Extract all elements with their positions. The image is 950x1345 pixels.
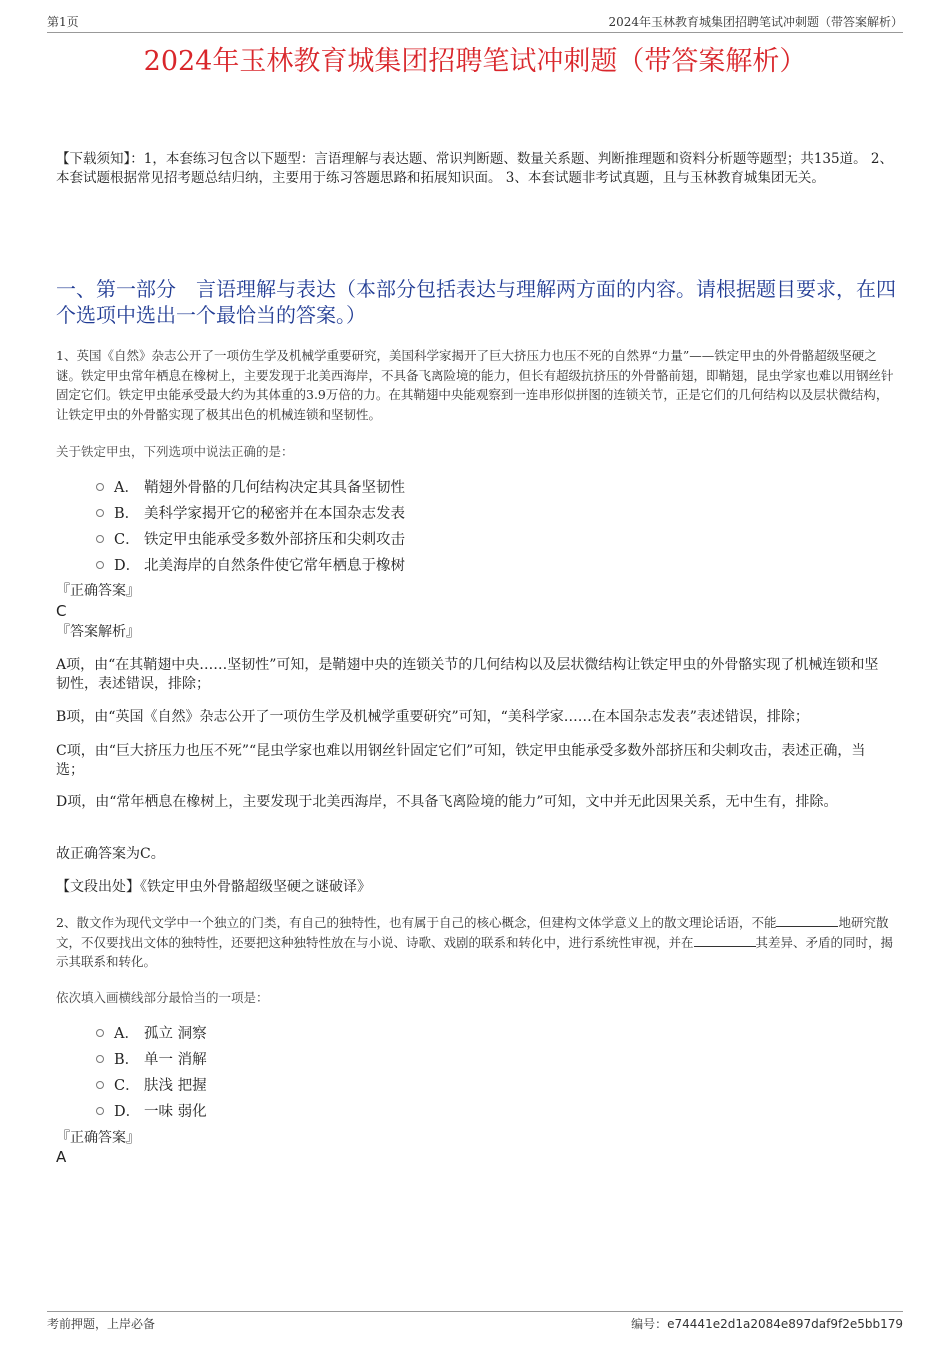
page-footer xyxy=(47,1311,903,1332)
fill-blank-2[interactable] xyxy=(694,934,756,947)
analysis-d: D项，由“常年栖息在橡树上，主要发现于北美西海岸，不具备飞离险境的能力”可知，文中并无此因果关系，无中生有，排除。 xyxy=(56,794,838,810)
radio-icon[interactable] xyxy=(96,509,104,517)
option-b[interactable]: B． 单一 消解 xyxy=(96,1045,796,1071)
option-c[interactable]: C． 肤浅 把握 xyxy=(96,1071,796,1097)
radio-icon[interactable] xyxy=(96,535,104,543)
radio-icon[interactable] xyxy=(96,1055,104,1063)
question-1-prompt: 关于铁定甲虫，下列选项中说法正确的是： xyxy=(56,444,294,459)
answer-value: C xyxy=(56,602,67,620)
radio-icon[interactable] xyxy=(96,561,104,569)
header-doc-title: 2024年玉林教育城集团招聘笔试冲刺题（带答案解析） xyxy=(608,15,903,29)
question-1 xyxy=(56,346,898,424)
analysis-label: 『答案解析』 xyxy=(56,624,140,640)
option-c[interactable]: C． 铁定甲虫能承受多数外部挤压和尖刺攻击 xyxy=(96,525,796,551)
question-2 xyxy=(56,913,898,972)
radio-icon[interactable] xyxy=(96,1107,104,1115)
analysis-a: A项，由“在其鞘翅中央……坚韧性”可知，是鞘翅中央的连锁关节的几何结构以及层状微结构让铁定甲虫的外骨骼实现了机械连锁和坚韧性，表述错误，排除； xyxy=(56,657,879,692)
option-a[interactable]: A． 鞘翅外骨骼的几何结构决定其具备坚韧性 xyxy=(96,473,796,499)
answer-label: 『正确答案』 xyxy=(56,1130,140,1146)
page-number: 第1页 xyxy=(47,15,79,29)
question-2-options xyxy=(96,1019,796,1123)
answer-label: 『正确答案』 xyxy=(56,583,140,599)
radio-icon[interactable] xyxy=(96,483,104,491)
conclusion: 故正确答案为C。 xyxy=(56,846,165,862)
question-2-prompt-wrap xyxy=(56,988,898,1007)
analysis-b: B项，由“英国《自然》杂志公开了一项仿生学及机械学重要研究”可知，“美科学家……在本国杂志发表”表述错误，排除； xyxy=(56,709,809,725)
answer-value: A xyxy=(56,1148,67,1166)
footer-slogan: 考前押题，上岸必备 xyxy=(47,1317,156,1331)
radio-icon[interactable] xyxy=(96,1081,104,1089)
download-notice: 【下载须知】：1，本套练习包含以下题型：言语理解与表达题、常识判断题、数量关系题、判断推理题和资料分析题等题型；共135道。 2、本套试题根据常见招考题总结归纳，主要用于练习答题思路和拓展知识面。 3、本套试题非考试真题，且与玉林教育城集团无关。 xyxy=(56,151,893,186)
document-title: 2024年玉林教育城集团招聘笔试冲刺题（带答案解析） xyxy=(143,46,807,77)
footer-code: 编号：e74441e2d1a2084e897daf9f2e5bb179 xyxy=(631,1317,903,1331)
option-b[interactable]: B． 美科学家揭开它的秘密并在本国杂志发表 xyxy=(96,499,796,525)
question-1-text: 1、英国《自然》杂志公开了一项仿生学及机械学重要研究，美国科学家揭开了巨大挤压力也压不死的自然界“力量”——铁定甲虫的外骨骼超级坚硬之谜。铁定甲虫常年栖息在橡树上，主要发现于北美西海岸，不具备飞离险境的能力，但长有超级抗挤压的外骨骼前翅，即鞘翅，昆虫学家也难以用钢丝针固定它们。铁定甲虫能承受最大约为其体重的3.9万倍的力。在其鞘翅中央能观察到一连串形似拼图的连锁关节，正是它们的几何结构以及层状微结构，让铁定甲虫的外骨骼实现了极其出色的机械连锁和坚韧性。 xyxy=(56,348,894,422)
question-1-prompt-wrap xyxy=(56,442,898,461)
question-2-text: 2、散文作为现代文学中一个独立的门类，有自己的独特性，也有属于自己的核心概念，但建构文体学意义上的散文理论话语，不能 地研究散文，不仅要找出文体的独特性，还要把这种独特性放在与小说、诗歌、戏剧的联系和转化中，进行系统性审视，并在 其差异、矛盾的同时，揭示其联系和转化。 xyxy=(56,915,894,969)
section-title: 一、第一部分 言语理解与表达（本部分包括表达与理解两方面的内容。请根据题目要求，在四个选项中选出一个最恰当的答案。） xyxy=(56,277,896,327)
option-d[interactable]: D． 一味 弱化 xyxy=(96,1097,796,1123)
fill-blank-1[interactable] xyxy=(776,914,838,927)
source-citation: 【文段出处】《铁定甲虫外骨骼超级坚硬之谜破译》 xyxy=(56,879,371,895)
question-1-options xyxy=(96,473,796,577)
analysis-c: C项，由“巨大挤压力也压不死”“昆虫学家也难以用钢丝针固定它们”可知，铁定甲虫能承受多数外部挤压和尖刺攻击，表述正确，当选； xyxy=(56,743,866,778)
radio-icon[interactable] xyxy=(96,1029,104,1037)
page-header xyxy=(47,14,903,33)
option-d[interactable]: D． 北美海岸的自然条件使它常年栖息于橡树 xyxy=(96,551,796,577)
option-a[interactable]: A． 孤立 洞察 xyxy=(96,1019,796,1045)
question-2-prompt: 依次填入画横线部分最恰当的一项是： xyxy=(56,990,269,1005)
